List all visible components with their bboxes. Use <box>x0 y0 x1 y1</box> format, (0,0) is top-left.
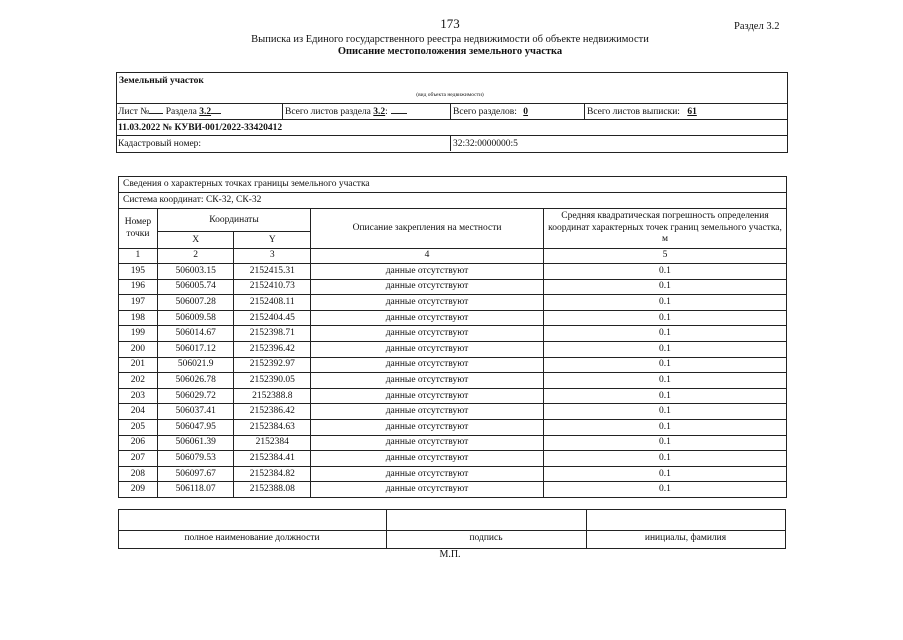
table-row <box>119 420 787 436</box>
col-number: 4 <box>311 248 544 264</box>
x-coord-cell: 506007.28 <box>157 295 234 311</box>
object-type: Земельный участок <box>119 76 204 86</box>
description-cell: данные отсутствуют <box>311 482 544 498</box>
error-cell: 0.1 <box>543 295 786 311</box>
error-cell: 0.1 <box>543 326 786 342</box>
col-number: 1 <box>119 248 158 264</box>
x-coord-cell: 506003.15 <box>157 264 234 280</box>
position-label: полное наименование должности <box>184 533 320 543</box>
error-cell: 0.1 <box>543 482 786 498</box>
error-cell: 0.1 <box>543 466 786 482</box>
points-table-title: Сведения о характерных точках границы земельного участка <box>119 177 787 193</box>
header-title: Выписка из Единого государственного реестра недвижимости об объекте недвижимости <box>251 34 649 45</box>
cadastral-label: Кадастровый номер: <box>118 139 202 149</box>
x-coord-cell: 506037.41 <box>157 404 234 420</box>
table-row <box>119 279 787 295</box>
x-coord-cell: 506061.39 <box>157 435 234 451</box>
x-coord-cell: 506118.07 <box>157 482 234 498</box>
table-row <box>119 435 787 451</box>
error-cell: 0.1 <box>543 435 786 451</box>
y-coord-cell: 2152386.42 <box>234 404 311 420</box>
header-subtitle: Описание местоположения земельного участка <box>337 46 563 57</box>
y-coord-cell: 2152410.73 <box>234 279 311 295</box>
point-number-cell: 202 <box>119 373 158 389</box>
error-cell: 0.1 <box>543 310 786 326</box>
y-coord-cell: 2152404.45 <box>234 310 311 326</box>
sheet-number-label: Лист № Раздела 3.2 <box>118 106 221 118</box>
x-coord-cell: 506047.95 <box>157 420 234 436</box>
y-coord-cell: 2152388.08 <box>234 482 311 498</box>
description-cell: данные отсутствуют <box>311 342 544 358</box>
signature-label: подпись <box>469 533 503 543</box>
object-type-caption: (вид объекта недвижимости) <box>416 92 484 98</box>
header-error: Средняя квадратическая погрешность определения координат характерных точек границ земельного участка, м <box>543 209 786 249</box>
name-label: инициалы, фамилия <box>644 533 727 543</box>
y-coord-cell: 2152384.82 <box>234 466 311 482</box>
point-number-cell: 208 <box>119 466 158 482</box>
point-number-cell: 198 <box>119 310 158 326</box>
description-cell: данные отсутствуют <box>311 466 544 482</box>
x-coord-cell: 506017.12 <box>157 342 234 358</box>
x-coord-cell: 506029.72 <box>157 388 234 404</box>
total-sheets-section: Всего листов раздела 3.2: <box>285 106 407 118</box>
header-x: X <box>157 232 234 248</box>
table-row <box>119 295 787 311</box>
page-number: 173 <box>440 16 460 31</box>
error-cell: 0.1 <box>543 373 786 389</box>
x-coord-cell: 506005.74 <box>157 279 234 295</box>
total-sheets-extract: Всего листов выписки: 61 <box>587 107 697 117</box>
table-row <box>119 310 787 326</box>
header-coords: Координаты <box>157 209 310 232</box>
x-coord-cell: 506014.67 <box>157 326 234 342</box>
table-row <box>119 466 787 482</box>
table-row <box>119 482 787 498</box>
y-coord-cell: 2152384.41 <box>234 451 311 467</box>
document-id: 11.03.2022 № КУВИ-001/2022-33420412 <box>118 123 283 133</box>
error-cell: 0.1 <box>543 357 786 373</box>
error-cell: 0.1 <box>543 404 786 420</box>
x-coord-cell: 506009.58 <box>157 310 234 326</box>
point-number-cell: 203 <box>119 388 158 404</box>
col-number: 2 <box>157 248 234 264</box>
point-number-cell: 199 <box>119 326 158 342</box>
error-cell: 0.1 <box>543 388 786 404</box>
point-number-cell: 207 <box>119 451 158 467</box>
y-coord-cell: 2152396.42 <box>234 342 311 358</box>
y-coord-cell: 2152390.05 <box>234 373 311 389</box>
total-sections: Всего разделов: 0 <box>453 107 529 117</box>
description-cell: данные отсутствуют <box>311 451 544 467</box>
point-number-cell: 200 <box>119 342 158 358</box>
point-number-cell: 209 <box>119 482 158 498</box>
description-cell: данные отсутствуют <box>311 388 544 404</box>
header-description: Описание закрепления на местности <box>311 209 544 249</box>
table-row <box>119 357 787 373</box>
signature-block <box>118 509 786 549</box>
description-cell: данные отсутствуют <box>311 435 544 451</box>
error-cell: 0.1 <box>543 342 786 358</box>
stamp-label: М.П. <box>439 549 461 560</box>
header-point-no: Номер точки <box>119 209 158 249</box>
y-coord-cell: 2152388.8 <box>234 388 311 404</box>
point-number-cell: 206 <box>119 435 158 451</box>
table-row <box>119 264 787 280</box>
table-row <box>119 373 787 389</box>
point-number-cell: 205 <box>119 420 158 436</box>
description-cell: данные отсутствуют <box>311 420 544 436</box>
table-row <box>119 451 787 467</box>
table-row <box>119 404 787 420</box>
y-coord-cell: 2152384.63 <box>234 420 311 436</box>
point-number-cell: 197 <box>119 295 158 311</box>
description-cell: данные отсутствуют <box>311 404 544 420</box>
table-row <box>119 326 787 342</box>
error-cell: 0.1 <box>543 279 786 295</box>
x-coord-cell: 506097.67 <box>157 466 234 482</box>
point-number-cell: 204 <box>119 404 158 420</box>
point-number-cell: 201 <box>119 357 158 373</box>
col-number: 3 <box>234 248 311 264</box>
y-coord-cell: 2152408.11 <box>234 295 311 311</box>
description-cell: данные отсутствуют <box>311 310 544 326</box>
column-numbers-row <box>119 248 787 264</box>
y-coord-cell: 2152415.31 <box>234 264 311 280</box>
section-label: Раздел 3.2 <box>734 21 780 32</box>
description-cell: данные отсутствуют <box>311 326 544 342</box>
error-cell: 0.1 <box>543 264 786 280</box>
description-cell: данные отсутствуют <box>311 279 544 295</box>
description-cell: данные отсутствуют <box>311 295 544 311</box>
x-coord-cell: 506026.78 <box>157 373 234 389</box>
description-cell: данные отсутствуют <box>311 357 544 373</box>
point-number-cell: 196 <box>119 279 158 295</box>
y-coord-cell: 2152398.71 <box>234 326 311 342</box>
point-number-cell: 195 <box>119 264 158 280</box>
coord-system: Система координат: СК-32, СК-32 <box>119 193 787 209</box>
description-cell: данные отсутствуют <box>311 264 544 280</box>
error-cell: 0.1 <box>543 451 786 467</box>
table-row <box>119 342 787 358</box>
error-cell: 0.1 <box>543 420 786 436</box>
cadastral-value: 32:32:0000000:5 <box>453 139 518 149</box>
header-y: Y <box>234 232 311 248</box>
points-table <box>118 176 787 498</box>
y-coord-cell: 2152384 <box>234 435 311 451</box>
x-coord-cell: 506021.9 <box>157 357 234 373</box>
y-coord-cell: 2152392.97 <box>234 357 311 373</box>
table-row <box>119 388 787 404</box>
x-coord-cell: 506079.53 <box>157 451 234 467</box>
col-number: 5 <box>543 248 786 264</box>
description-cell: данные отсутствуют <box>311 373 544 389</box>
